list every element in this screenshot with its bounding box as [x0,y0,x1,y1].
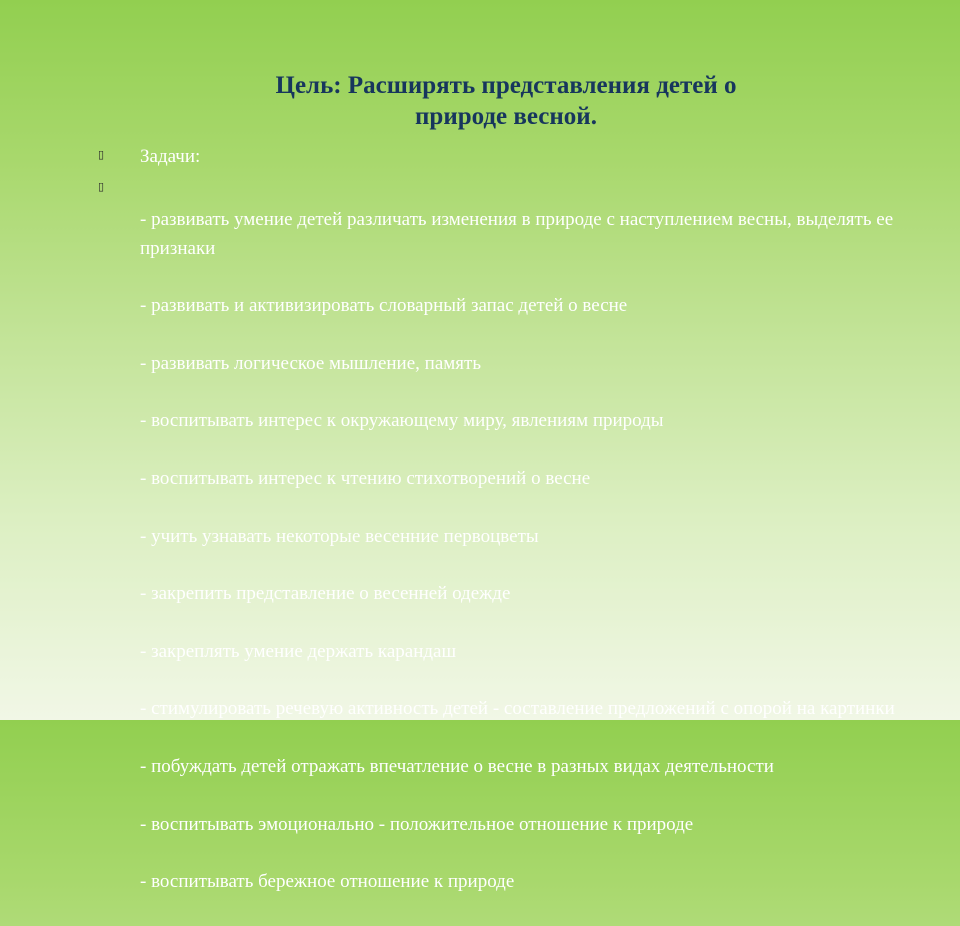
task-line: - воспитывать интерес к чтению стихотворений о весне [140,467,591,489]
tasks-text [140,177,898,926]
task-line: - развивать умение детей различать изменения в природе с наступлением весны, выделять ее признаки [140,208,894,259]
task-line: - побуждать детей отражать впечатление о весне в разных видах деятельности [140,755,774,777]
bullet-icon: ▯ [98,180,105,193]
list-item-tasks [98,177,898,926]
task-line: - развивать и активизировать словарный запас детей о весне [140,295,628,317]
task-line: - учить узнавать некоторые весенние первоцветы [140,525,539,547]
task-line: - закрепить представление о весенней одежде [140,583,511,605]
bullet-icon: ▯ [98,148,105,161]
title-line-1: Цель: Расширять представления детей о [275,72,737,99]
tasks-heading: Задачи: [140,146,201,167]
task-line: - воспитывать интерес к окружающему миру, явлениям природы [140,410,664,432]
title-line-2: природе весной. [415,103,597,130]
task-line: - воспитывать бережное отношение к природе [140,871,515,893]
slide-title [150,70,862,132]
task-line: - развивать логическое мышление, память [140,352,481,374]
list-item-heading [98,145,898,169]
content-list [98,145,898,926]
task-line: - закреплять умение держать карандаш [140,640,457,662]
task-line: - воспитывать эмоционально - положительное отношение к природе [140,813,694,835]
task-line: - стимулировать речевую активность детей - составление предложений с опорой на картинки [140,698,895,720]
